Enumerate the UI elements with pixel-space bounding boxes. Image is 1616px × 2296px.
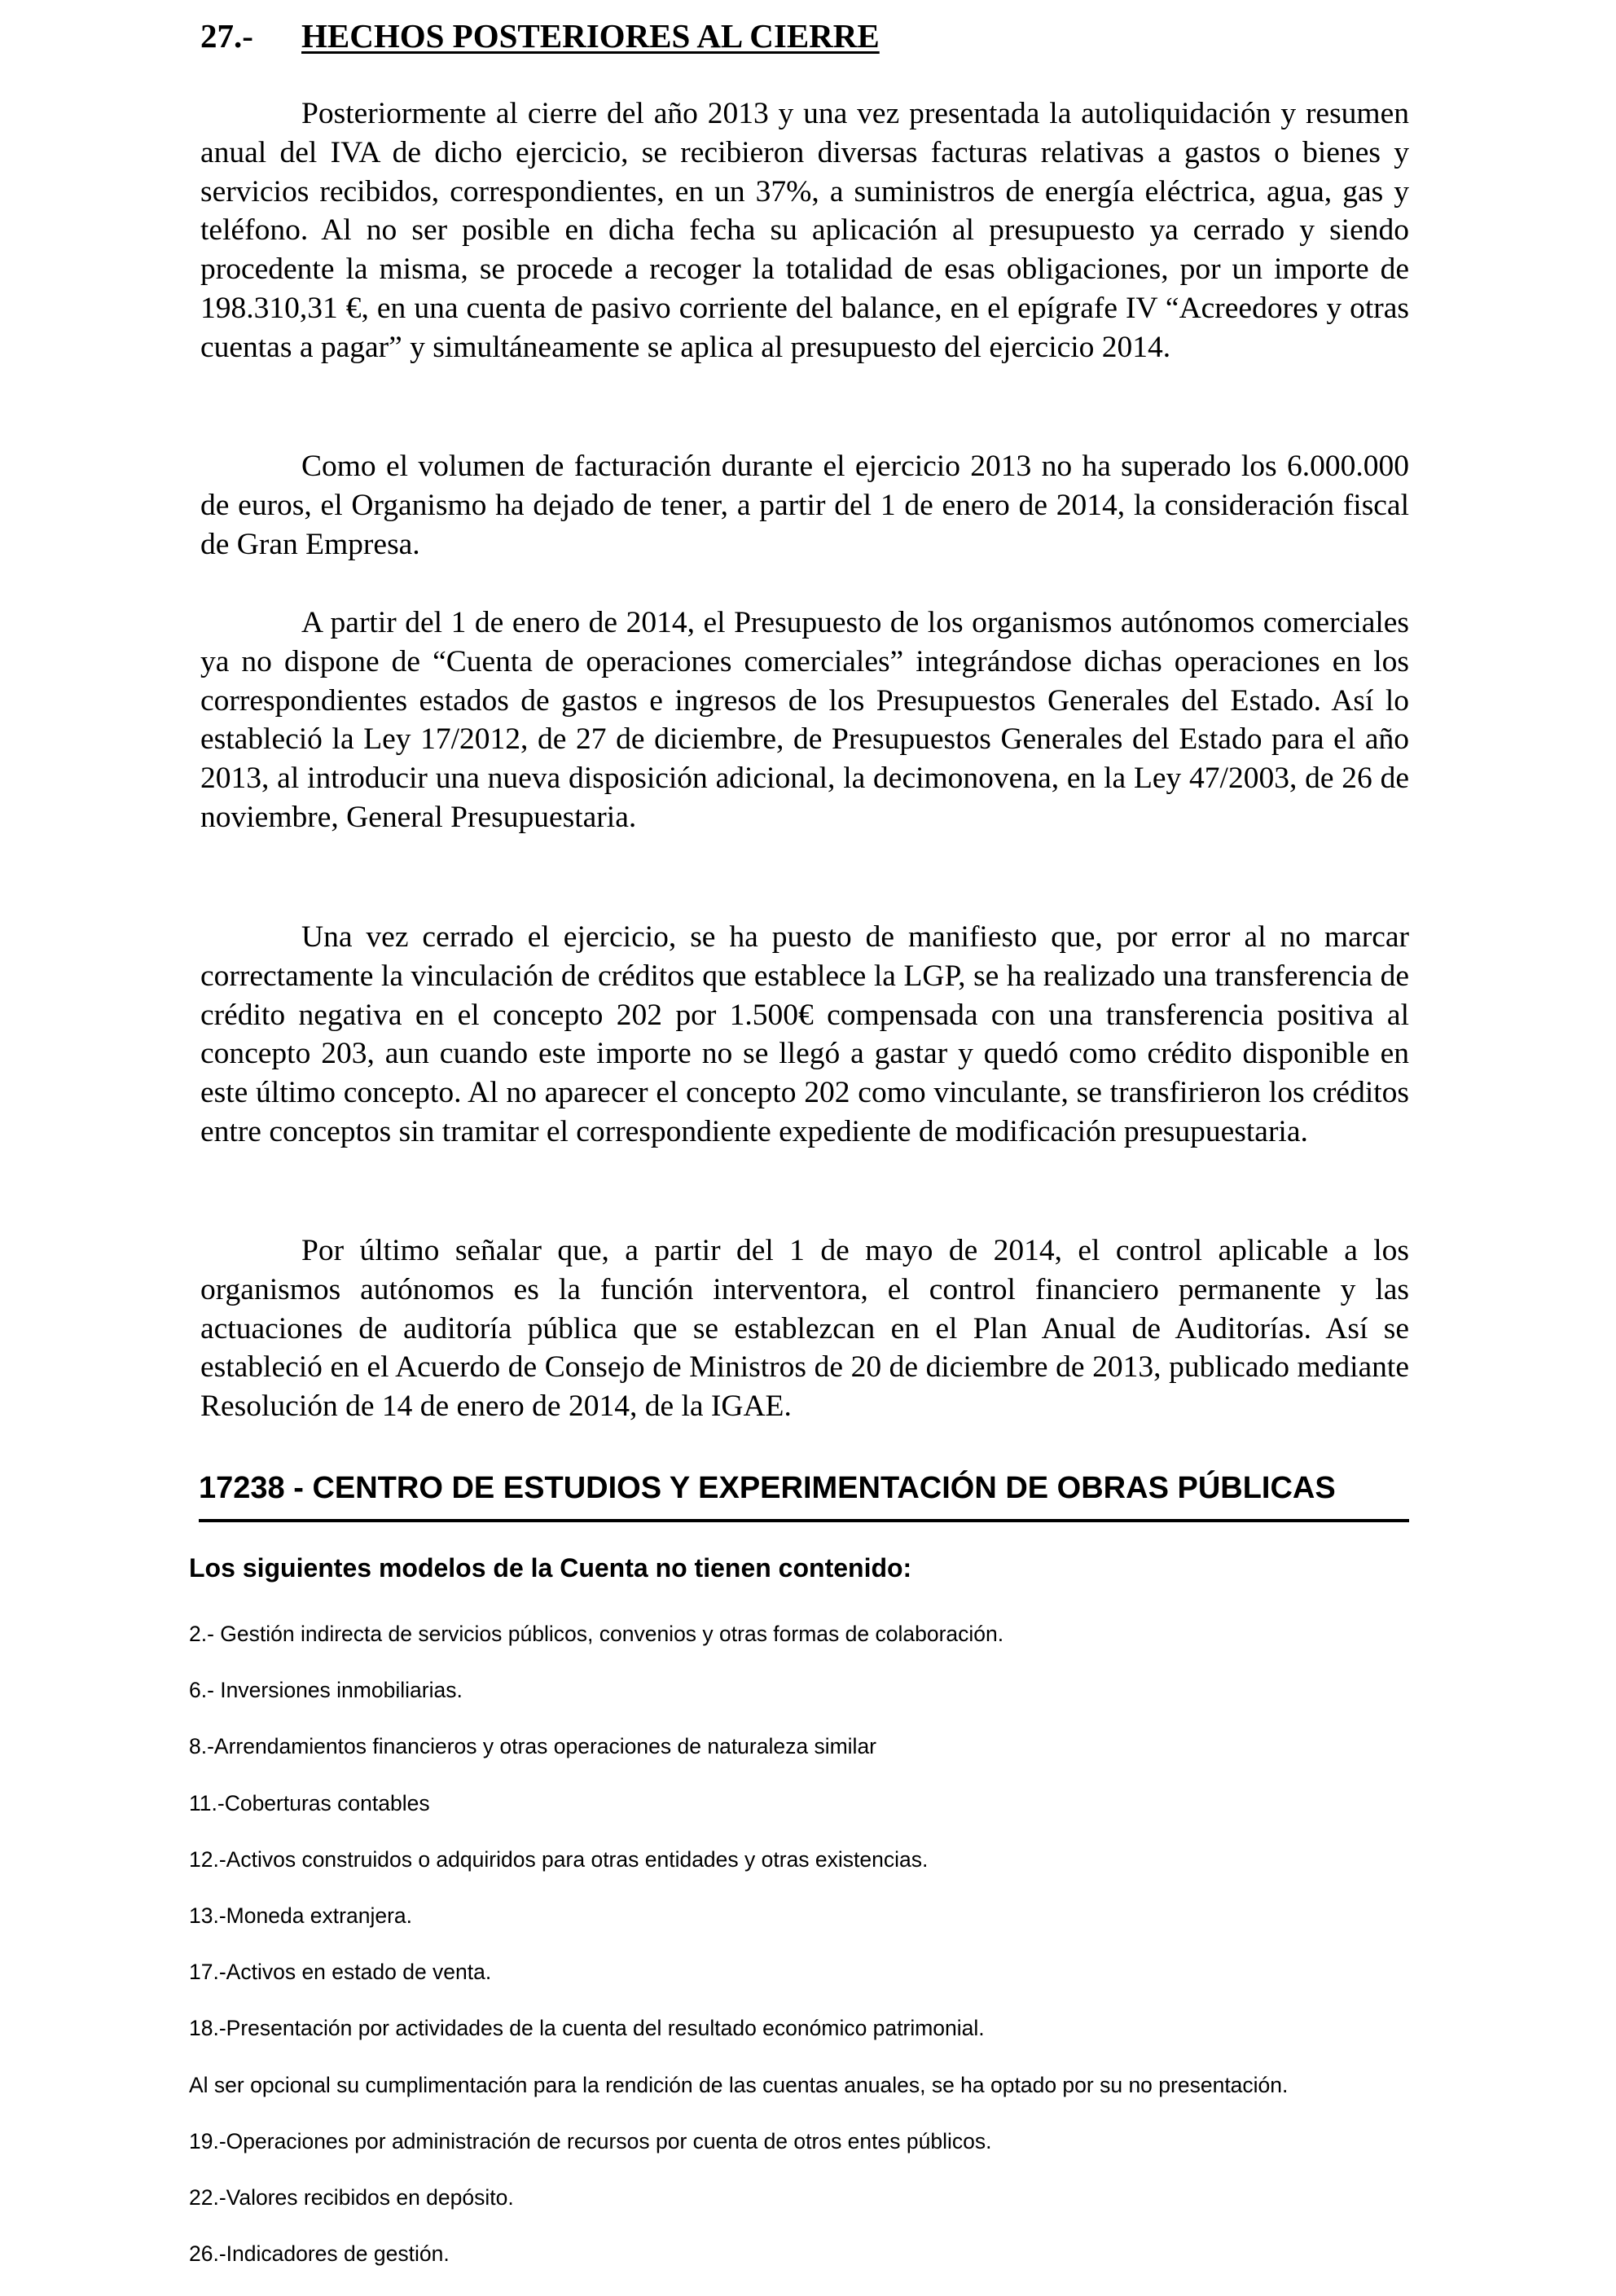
list-item: 22.-Valores recibidos en depósito.	[189, 2184, 514, 2210]
paragraph-budget-changes: A partir del 1 de enero de 2014, el Presupuesto de los organismos autónomos comerciales ya no dispone de “Cuenta de operaciones comerciales” integrándose dichas operaciones en los correspondientes estados de gastos e ingresos de los Presupuestos Generales del Estado. Así lo estableció la Ley 17/2012, de 27 de diciembre, de Presupuestos Generales del Estado para el año 2013, al introducir una nueva disposición adicional, la decimonovena, en la Ley 47/2003, de 26 de noviembre, General Presupuestaria.	[200, 606, 1409, 834]
empty-models-heading: Los siguientes modelos de la Cuenta no tienen contenido:	[189, 1553, 912, 1583]
section-divider	[199, 1519, 1409, 1522]
list-item: 18.-Presentación por actividades de la cuenta del resultado económico patrimonial.	[189, 2016, 985, 2041]
list-item: 11.-Coberturas contables	[189, 1790, 430, 1815]
list-item: Al ser opcional su cumplimentación para la rendición de las cuentas anuales, se ha optado por su no presentación.	[189, 2072, 1289, 2097]
note-heading	[200, 16, 880, 55]
list-item: 2.- Gestión indirecta de servicios públicos, convenios y otras formas de colaboración.	[189, 1622, 1004, 1646]
list-item: 8.-Arrendamientos financieros y otras operaciones de naturaleza similar	[189, 1734, 877, 1759]
section-heading: 17238 - CENTRO DE ESTUDIOS Y EXPERIMENTACIÓN DE OBRAS PÚBLICAS	[199, 1471, 1336, 1505]
list-item: 13.-Moneda extranjera.	[189, 1903, 412, 1928]
list-item: 26.-Indicadores de gestión.	[189, 2241, 450, 2267]
note-number: 27.-	[200, 17, 253, 55]
paragraph-credit-transfer-error: Una vez cerrado el ejercicio, se ha puesto de manifiesto que, por error al no marcar correctamente la vinculación de créditos que establece la LGP, se ha realizado una transferencia de crédito negativa en el concepto 202 por 1.500€ compensada con una transferencia positiva al concepto 203, aun cuando este importe no se llegó a gastar y quedó como crédito disponible en este último concepto. Al no aparecer el concepto 202 como vinculante, se transfirieron los créditos entre conceptos sin tramitar el correspondiente expediente de modificación presupuestaria.	[200, 920, 1409, 1148]
list-item: 6.- Inversiones inmobiliarias.	[189, 1678, 463, 1703]
empty-models-list	[189, 1620, 1606, 2296]
paragraph-subsequent-invoices: Posteriormente al cierre del año 2013 y una vez presentada la autoliquidación y resumen anual del IVA de dicho ejercicio, se recibieron diversas facturas relativas a gastos o bienes y servicios recibidos, correspondientes, en un 37%, a suministros de energía eléctrica, agua, gas y teléfono. Al no ser posible en dicha fecha su aplicación al presupuesto ya cerrado y siendo procedente la misma, se procede a recoger la totalidad de esas obligaciones, por un importe de 198.310,31 €, en una cuenta de pasivo corriente del balance, en el epígrafe IV “Acreedores y otras cuentas a pagar” y simultáneamente se aplica al presupuesto del ejercicio 2014.	[200, 97, 1409, 364]
list-item: 19.-Operaciones por administración de recursos por cuenta de otros entes públicos.	[189, 2128, 992, 2153]
note-title: HECHOS POSTERIORES AL CIERRE	[301, 17, 880, 55]
list-item: 17.-Activos en estado de venta.	[189, 1960, 492, 1985]
paragraph-control-regime: Por último señalar que, a partir del 1 de mayo de 2014, el control aplicable a los organismos autónomos es la función interventora, el control financiero permanente y las actuaciones de auditoría pública que se establezcan en el Plan Anual de Auditorías. Así se estableció en el Acuerdo de Consejo de Ministros de 20 de diciembre de 2013, publicado mediante Resolución de 14 de enero de 2014, de la IGAE.	[200, 1234, 1409, 1424]
paragraph-large-company-status: Como el volumen de facturación durante el ejercicio 2013 no ha superado los 6.000.000 de euros, el Organismo ha dejado de tener, a partir del 1 de enero de 2014, la consideración fiscal de Gran Empresa.	[200, 450, 1409, 561]
list-item: 12.-Activos construidos o adquiridos para otras entidades y otras existencias.	[189, 1846, 929, 1872]
